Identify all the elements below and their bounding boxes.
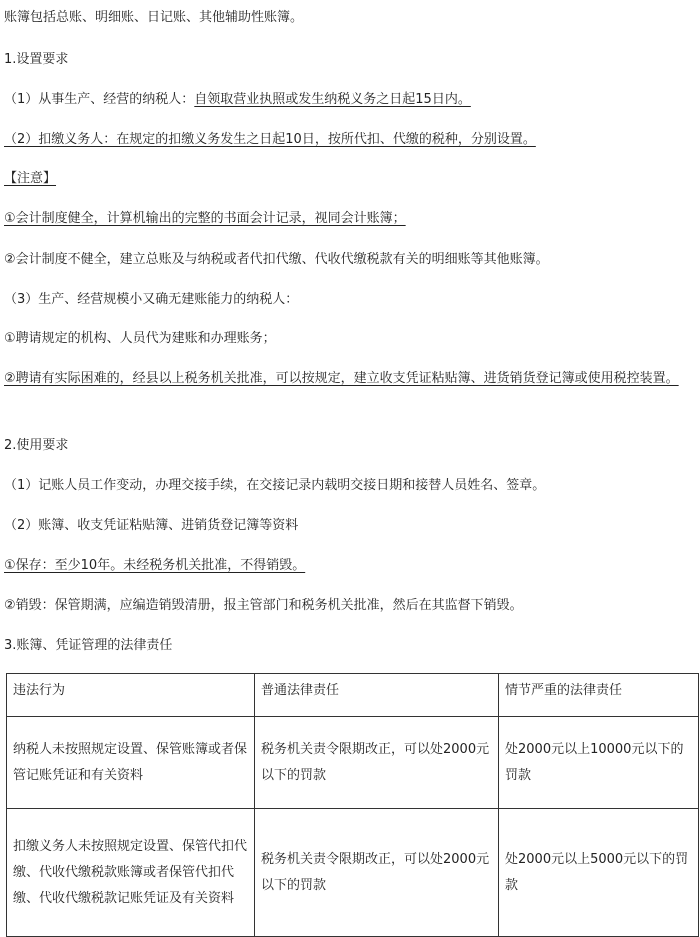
section-2-title: 2.使用要求: [4, 438, 69, 453]
table-row: [7, 717, 699, 809]
intro-text: 账簿包括总账、明细账、日记账、其他辅助性账簿。: [4, 10, 304, 25]
cell-ordinary-liability: 税务机关责令限期改正，可以处2000元以下的罚款: [255, 809, 499, 937]
cell-serious-liability: 处2000元以上10000元以下的罚款: [499, 717, 699, 809]
section-2-item-1: （1）记账人员工作变动，办理交接手续，在交接记录内载明交接日期和接替人员姓名、签章。: [4, 478, 546, 493]
table-header-row: [7, 674, 699, 717]
header-serious-liability: 情节严重的法律责任: [499, 674, 699, 717]
section-1-item-3: （3）生产、经营规模小又确无建账能力的纳税人：: [4, 292, 299, 307]
note-label: 【注意】: [4, 171, 57, 186]
section-1-title: 1.设置要求: [4, 52, 69, 67]
legal-liability-table: [6, 673, 699, 937]
item-3-sub-2: ②聘请有实际困难的，经县以上税务机关批准，可以按规定，建立收支凭证粘贴簿、进货销货登记簿或使用税控装置。: [4, 371, 679, 386]
header-violation: 违法行为: [7, 674, 255, 717]
note-1: ①会计制度健全，计算机输出的完整的书面会计记录，视同会计账簿；: [4, 211, 406, 226]
item-1-deadline: 自领取营业执照或发生纳税义务之日起15日内。: [194, 92, 471, 107]
cell-violation: 扣缴义务人未按照规定设置、保管代扣代缴、代收代缴税款账簿或者保管代扣代缴、代收代缴税款记账凭证及有关资料: [7, 809, 255, 937]
section-1-item-2: （2）扣缴义务人：在规定的扣缴义务发生之日起10日，按所代扣、代缴的税种，分别设置。: [4, 132, 536, 147]
cell-violation: 纳税人未按照规定设置、保管账簿或者保管记账凭证和有关资料: [7, 717, 255, 809]
item-1-prefix: （1）从事生产、经营的纳税人：: [4, 92, 195, 107]
section-1-item-1: [4, 91, 690, 109]
keep-rule: ①保存：至少10年。未经税务机关批准，不得销毁。: [4, 558, 306, 573]
section-2-item-2: （2）账簿、收支凭证粘贴簿、进销货登记簿等资料: [4, 518, 299, 533]
destroy-rule: ②销毁：保管期满，应编造销毁清册，报主管部门和税务机关批准，然后在其监督下销毁。: [4, 598, 523, 613]
table-row: [7, 809, 699, 937]
header-ordinary-liability: 普通法律责任: [255, 674, 499, 717]
section-3-title: 3.账簿、凭证管理的法律责任: [4, 638, 173, 653]
note-2: ②会计制度不健全，建立总账及与纳税或者代扣代缴、代收代缴税款有关的明细账等其他账簿。: [4, 252, 549, 267]
cell-ordinary-liability: 税务机关责令限期改正，可以处2000元以下的罚款: [255, 717, 499, 809]
cell-serious-liability: 处2000元以上5000元以下的罚款: [499, 809, 699, 937]
item-3-sub-1: ①聘请规定的机构、人员代为建账和办理账务；: [4, 331, 276, 346]
